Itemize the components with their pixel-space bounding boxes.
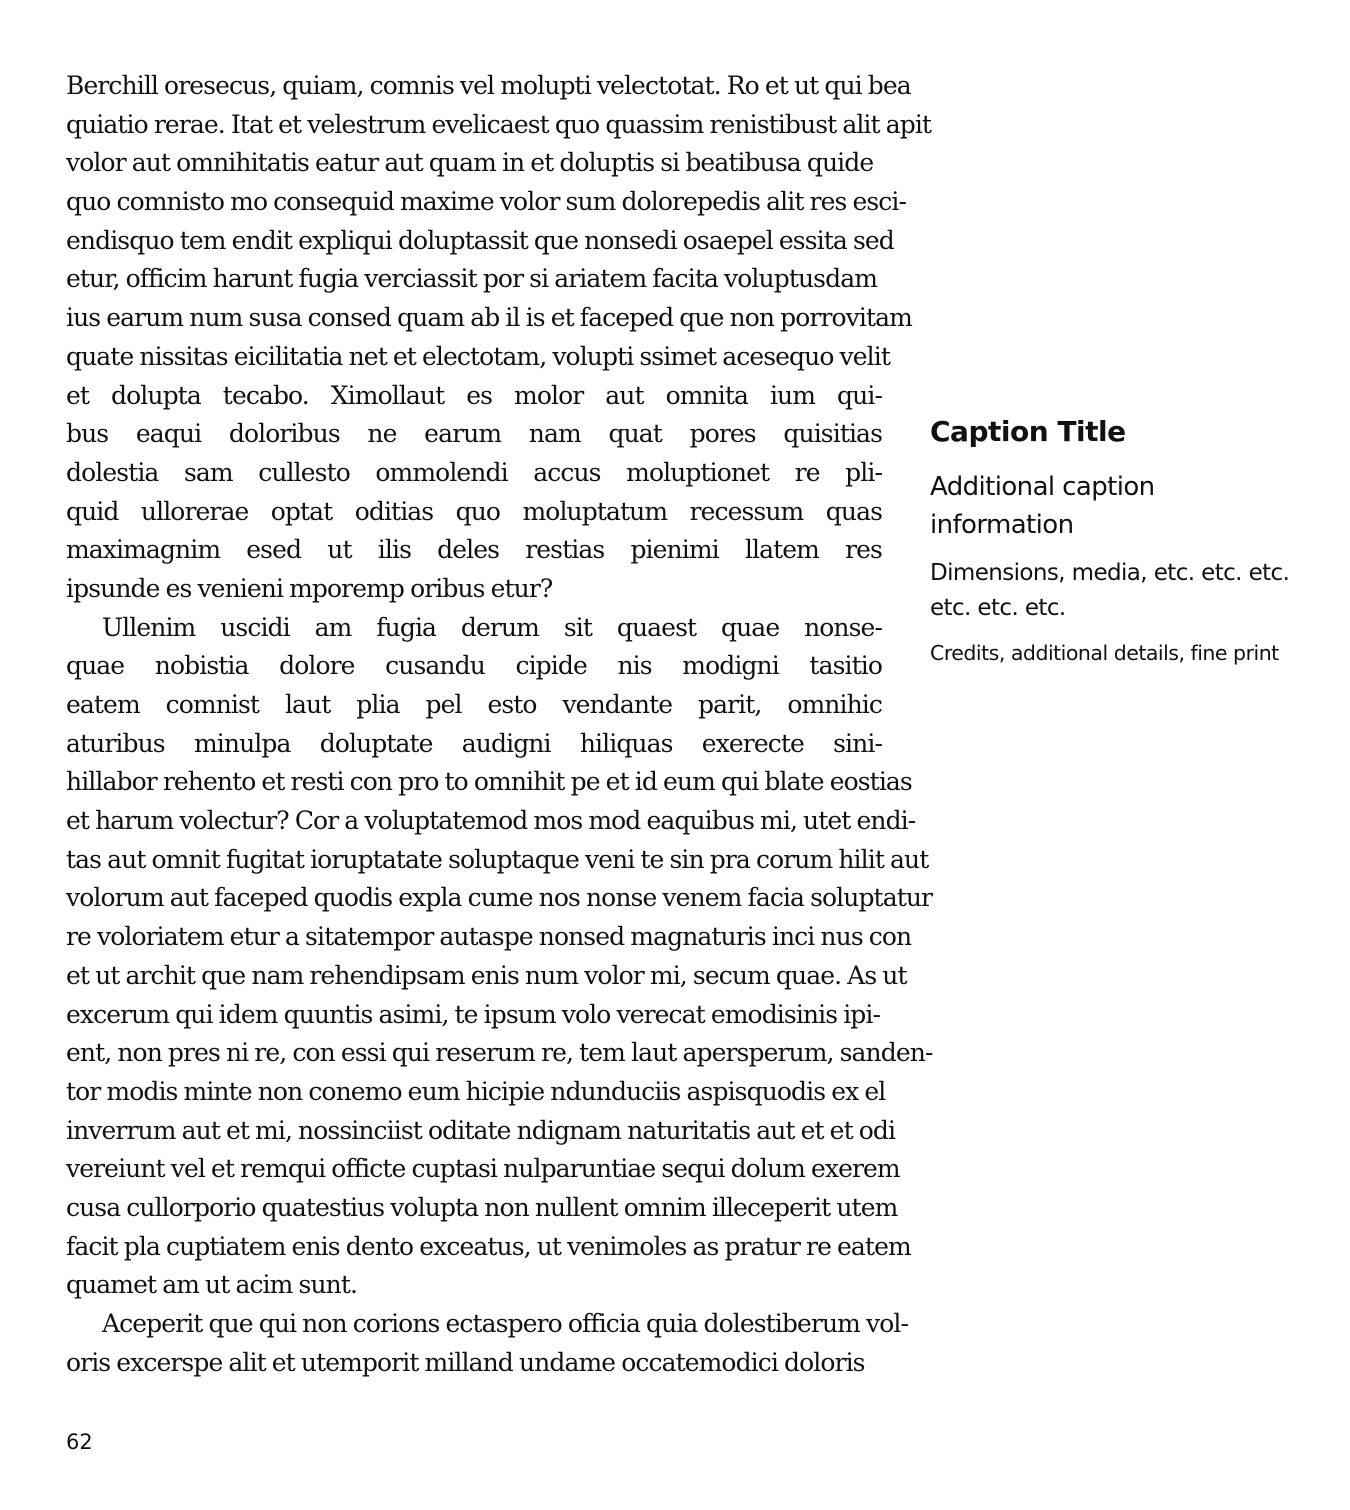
- body-line: quid ullorerae optat oditias quo moluptatum recessum quas: [66, 496, 882, 526]
- body-line: quamet am ut acim sunt.: [66, 1270, 358, 1300]
- body-line: Ullenim uscidi am fugia derum sit quaest quae nonse-: [102, 612, 882, 642]
- body-line: etur, officim harunt fugia verciassit por si ariatem facita voluptusdam: [66, 264, 878, 294]
- body-line: ent, non pres ni re, con essi qui reserum re, tem laut apersperum, sanden-: [66, 1038, 933, 1068]
- body-line: vereiunt vel et remqui officte cuptasi nulparuntiae sequi dolum exerem: [66, 1154, 900, 1184]
- body-line: Aceperit que qui non corions ectaspero officia quia dolestiberum vol-: [102, 1309, 909, 1338]
- body-text: [66, 67, 1086, 1382]
- body-line: inverrum aut et mi, nossinciist oditate ndignam naturitatis aut et et odi: [66, 1115, 896, 1145]
- body-line: hillabor rehento et resti con pro to omnihit pe et id eum qui blate eostias: [66, 767, 912, 797]
- caption-dimensions: Dimensions, media, etc. etc. etc. etc. etc. etc.: [930, 560, 1290, 621]
- body-line: quo comnisto mo consequid maxime volor sum dolorepedis alit res esci-: [66, 187, 907, 217]
- body-line: et ut archit que nam rehendipsam enis num volor mi, secum quae. As ut: [66, 960, 907, 990]
- body-line: endisquo tem endit expliqui doluptassit que nonsedi osaepel essita sed: [66, 225, 894, 255]
- body-line: excerum qui idem quuntis asimi, te ipsum volo verecat emodisinis ipi-: [66, 999, 881, 1029]
- body-line: aturibus minulpa doluptate audigni hiliquas exerecte sini-: [66, 728, 882, 758]
- body-line: eatem comnist laut plia pel esto vendante parit, omnihic: [66, 690, 882, 719]
- body-line: facit pla cuptiatem enis dento exceatus, ut venimoles as pratur re eatem: [66, 1231, 911, 1261]
- body-line: oris excerspe alit et utemporit milland undame occatemodici doloris: [66, 1347, 865, 1377]
- body-line: et dolupta tecabo. Ximollaut es molor aut omnita ium qui-: [66, 380, 882, 410]
- body-line: tor modis minte non conemo eum hicipie ndunduciis aspisquodis ex el: [66, 1076, 886, 1106]
- body-line: dolestia sam cullesto ommolendi accus moluptionet re pli-: [66, 457, 882, 487]
- body-line: Berchill oresecus, quiam, comnis vel molupti velectotat. Ro et ut qui bea: [66, 71, 911, 100]
- body-line: cusa cullorporio quatestius volupta non nullent omnim illeceperit utem: [66, 1192, 898, 1222]
- caption-credits: Credits, additional details, fine print: [930, 641, 1279, 665]
- body-line: volor aut omnihitatis eatur aut quam in et doluptis si beatibusa quide: [66, 148, 874, 178]
- caption-title: Caption Title: [930, 415, 1126, 448]
- body-line: quate nissitas eicilitatia net et electotam, volupti ssimet acesequo velit: [66, 341, 891, 371]
- body-line: tas aut omnit fugitat ioruptatate soluptaque veni te sin pra corum hilit aut: [66, 844, 929, 874]
- caption-info: Additional caption information: [930, 472, 1155, 540]
- body-line: maximagnim esed ut ilis deles restias pienimi llatem res: [66, 535, 882, 565]
- body-line: re voloriatem etur a sitatempor autaspe nonsed magnaturis inci nus con: [66, 922, 912, 952]
- body-line: et harum volectur? Cor a voluptatemod mos mod eaquibus mi, utet endi-: [66, 806, 916, 836]
- body-line: quiatio rerae. Itat et velestrum evelicaest quo quassim renistibust alit apit: [66, 109, 932, 139]
- body-line: ius earum num susa consed quam ab il is et faceped que non porrovitam: [66, 303, 912, 333]
- figure-caption: [930, 412, 1290, 669]
- body-line: volorum aut faceped quodis expla cume nos nonse venem facia soluptatur: [66, 883, 933, 913]
- body-line: bus eaqui doloribus ne earum nam quat pores quisitias: [66, 419, 882, 449]
- body-line: quae nobistia dolore cusandu cipide nis modigni tasitio: [66, 651, 882, 681]
- page-number: 62: [66, 1430, 93, 1454]
- body-line: ipsunde es venieni mporemp oribus etur?: [66, 573, 553, 603]
